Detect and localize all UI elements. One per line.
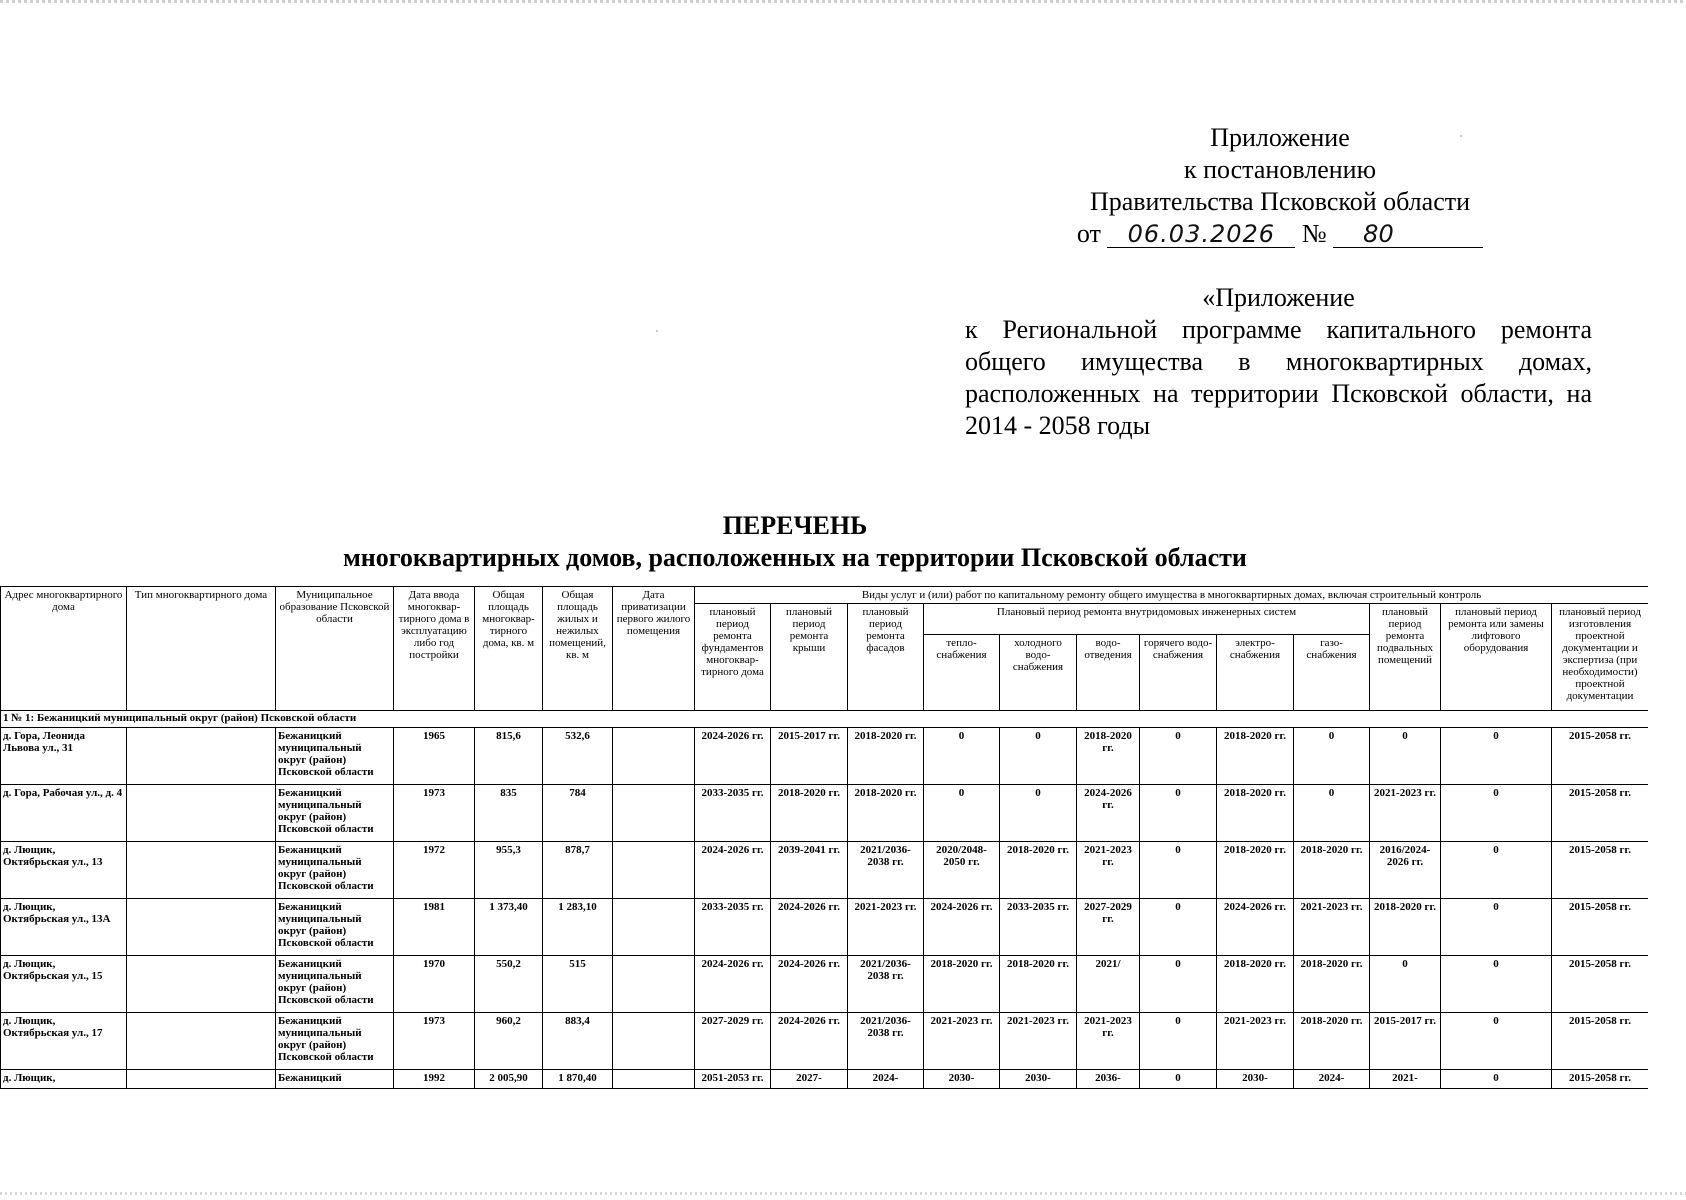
cell-docs: 2015-2058 гг.: [1552, 956, 1649, 1013]
th-total-area: Общая площадь многоквар-тирного дома, кв. м: [475, 587, 543, 711]
cell-facade: 2021/2036-2038 гг.: [848, 956, 924, 1013]
header-line-1: Приложение: [1210, 123, 1350, 152]
cell-foundation: 2024-2026 гг.: [695, 842, 771, 899]
cell-heat: 0: [924, 728, 1000, 785]
annex-title: «Приложение: [1202, 283, 1355, 312]
cell-facade: 2021-2023 гг.: [848, 899, 924, 956]
cell-year: 1973: [394, 785, 475, 842]
cell-foundation: 2033-2035 гг.: [695, 899, 771, 956]
table-row: [1, 842, 1649, 899]
table-row: [1, 785, 1649, 842]
cell-cold: 0: [1000, 785, 1077, 842]
cell-foundation: 2051-2053 гг.: [695, 1070, 771, 1089]
scan-speck: [656, 330, 658, 332]
cell-total: 960,2: [475, 1013, 543, 1070]
cell-year: 1973: [394, 1013, 475, 1070]
cell-facade: 2021/2036-2038 гг.: [848, 1013, 924, 1070]
cell-elevator: 0: [1441, 728, 1552, 785]
th-gas: газо-снабжения: [1294, 635, 1370, 711]
cell-total: 550,2: [475, 956, 543, 1013]
cell-sewer: 2024-2026 гг.: [1077, 785, 1140, 842]
cell-year: 1965: [394, 728, 475, 785]
cell-year: 1970: [394, 956, 475, 1013]
cell-roof: 2039-2041 гг.: [771, 842, 848, 899]
cell-total: 2 005,90: [475, 1070, 543, 1089]
cell-heat: 2020/2048-2050 гг.: [924, 842, 1000, 899]
th-basement: плановый период ремонта подвальных помещений: [1370, 604, 1441, 711]
th-foundation: плановый период ремонта фундаментов многоквар-тирного дома: [695, 604, 771, 711]
document-title: [180, 510, 1410, 574]
cell-basement: 2015-2017 гг.: [1370, 1013, 1441, 1070]
cell-heat: 0: [924, 785, 1000, 842]
cell-foundation: 2027-2029 гг.: [695, 1013, 771, 1070]
th-works-group: Виды услуг и (или) работ по капитальному ремонту общего имущества в многоквартирных домах, включая строительный контроль: [695, 587, 1649, 604]
cell-municipality: Бежаницкий муниципальный округ (район) Псковской области: [276, 728, 394, 785]
cell-facade: 2018-2020 гг.: [848, 785, 924, 842]
cell-basement: 2016/2024-2026 гг.: [1370, 842, 1441, 899]
th-roof: плановый период ремонта крыши: [771, 604, 848, 711]
cell-cold: 2033-2035 гг.: [1000, 899, 1077, 956]
cell-total: 955,3: [475, 842, 543, 899]
cell-priv: [613, 1070, 695, 1089]
cell-electric: 2024-2026 гг.: [1217, 899, 1294, 956]
cell-address: д. Лющик, Октябрьская ул., 13А: [1, 899, 127, 956]
cell-electric: 2018-2020 гг.: [1217, 728, 1294, 785]
document-title-line-2: многоквартирных домов, расположенных на территории Псковской области: [343, 543, 1247, 572]
cell-roof: 2024-2026 гг.: [771, 899, 848, 956]
cell-foundation: 2024-2026 гг.: [695, 728, 771, 785]
handwritten-number: 80: [1333, 221, 1483, 248]
cell-hot: 0: [1140, 956, 1217, 1013]
cell-hot: 0: [1140, 1013, 1217, 1070]
cell-municipality: Бежаницкий: [276, 1070, 394, 1089]
th-elevator: плановый период ремонта или замены лифтового оборудования: [1441, 604, 1552, 711]
cell-docs: 2015-2058 гг.: [1552, 785, 1649, 842]
houses-table: [0, 586, 1648, 1089]
cell-basement: 2018-2020 гг.: [1370, 899, 1441, 956]
cell-address: д. Лющик, Октябрьская ул., 13: [1, 842, 127, 899]
cell-hot: 0: [1140, 1070, 1217, 1089]
cell-type: [127, 842, 276, 899]
table-row: [1, 1070, 1649, 1089]
cell-priv: [613, 1013, 695, 1070]
cell-facade: 2018-2020 гг.: [848, 728, 924, 785]
table-row: [1, 956, 1649, 1013]
th-electric: электро-снабжения: [1217, 635, 1294, 711]
cell-address: д. Гора, Рабочая ул., д. 4: [1, 785, 127, 842]
cell-sewer: 2021/: [1077, 956, 1140, 1013]
th-sewerage: водо-отведения: [1077, 635, 1140, 711]
cell-type: [127, 1070, 276, 1089]
cell-roof: 2024-2026 гг.: [771, 956, 848, 1013]
header-date-line: [1050, 218, 1510, 250]
th-systems-group: Плановый период ремонта внутридомовых инженерных систем: [924, 604, 1370, 635]
cell-facade: 2021/2036-2038 гг.: [848, 842, 924, 899]
cell-heat: 2021-2023 гг.: [924, 1013, 1000, 1070]
th-living-area: Общая площадь жилых и нежилых помещений, кв. м: [543, 587, 613, 711]
cell-electric: 2030-: [1217, 1070, 1294, 1089]
resolution-header: [1050, 122, 1510, 250]
table-row: [1, 728, 1649, 785]
cell-roof: 2024-2026 гг.: [771, 1013, 848, 1070]
cell-electric: 2018-2020 гг.: [1217, 842, 1294, 899]
cell-gas: 0: [1294, 728, 1370, 785]
cell-municipality: Бежаницкий муниципальный округ (район) Псковской области: [276, 956, 394, 1013]
cell-basement: 0: [1370, 956, 1441, 1013]
cell-total: 815,6: [475, 728, 543, 785]
cell-living: 532,6: [543, 728, 613, 785]
cell-roof: 2015-2017 гг.: [771, 728, 848, 785]
cell-type: [127, 1013, 276, 1070]
cell-docs: 2015-2058 гг.: [1552, 842, 1649, 899]
cell-year: 1992: [394, 1070, 475, 1089]
houses-table-wrapper: [0, 586, 1648, 1112]
cell-type: [127, 728, 276, 785]
cell-heat: 2024-2026 гг.: [924, 899, 1000, 956]
cell-roof: 2018-2020 гг.: [771, 785, 848, 842]
cell-priv: [613, 728, 695, 785]
cell-elevator: 0: [1441, 842, 1552, 899]
th-commission-date: Дата ввода многоквар-тирного дома в эксплуатацию либо год постройки: [394, 587, 475, 711]
cell-address: д. Лющик, Октябрьская ул., 15: [1, 956, 127, 1013]
cell-roof: 2027-: [771, 1070, 848, 1089]
cell-electric: 2021-2023 гг.: [1217, 1013, 1294, 1070]
header-line-2: к постановлению: [1183, 155, 1377, 184]
cell-foundation: 2033-2035 гг.: [695, 785, 771, 842]
annex-body: к Региональной программе капитального ремонта общего имущества в многоквартирных домах, расположенных на территории Псковской области, на 2014 - 2058 годы: [965, 315, 1592, 440]
cell-gas: 2018-2020 гг.: [1294, 842, 1370, 899]
th-municipality: Муниципальное образование Псковской области: [276, 587, 394, 711]
th-hot-water: горячего водо-снабжения: [1140, 635, 1217, 711]
cell-cold: 0: [1000, 728, 1077, 785]
header-line-3: Правительства Псковской области: [1089, 187, 1471, 216]
cell-priv: [613, 956, 695, 1013]
cell-type: [127, 785, 276, 842]
cell-sewer: 2021-2023 гг.: [1077, 842, 1140, 899]
table-row: [1, 1013, 1649, 1070]
cell-municipality: Бежаницкий муниципальный округ (район) Псковской области: [276, 785, 394, 842]
cell-total: 1 373,40: [475, 899, 543, 956]
cell-elevator: 0: [1441, 899, 1552, 956]
scan-edge-bottom: [0, 1192, 1686, 1195]
cell-docs: 2015-2058 гг.: [1552, 1013, 1649, 1070]
th-design-docs: плановый период изготовления проектной документации и экспертиза (при необходимости) проектной документации: [1552, 604, 1649, 711]
cell-year: 1972: [394, 842, 475, 899]
cell-heat: 2018-2020 гг.: [924, 956, 1000, 1013]
cell-address: д. Лющик,: [1, 1070, 127, 1089]
cell-cold: 2018-2020 гг.: [1000, 842, 1077, 899]
cell-hot: 0: [1140, 728, 1217, 785]
cell-gas: 0: [1294, 785, 1370, 842]
annex-header: [965, 282, 1592, 442]
cell-cold: 2021-2023 гг.: [1000, 1013, 1077, 1070]
section-row: [1, 711, 1649, 728]
document-title-line-1: ПЕРЕЧЕНЬ: [722, 511, 868, 540]
cell-docs: 2015-2058 гг.: [1552, 728, 1649, 785]
cell-living: 883,4: [543, 1013, 613, 1070]
th-facade: плановый период ремонта фасадов: [848, 604, 924, 711]
cell-cold: 2030-: [1000, 1070, 1077, 1089]
cell-gas: 2018-2020 гг.: [1294, 1013, 1370, 1070]
cell-gas: 2021-2023 гг.: [1294, 899, 1370, 956]
cell-basement: 2021-2023 гг.: [1370, 785, 1441, 842]
cell-gas: 2024-: [1294, 1070, 1370, 1089]
cell-facade: 2024-: [848, 1070, 924, 1089]
cell-basement: 2021-: [1370, 1070, 1441, 1089]
cell-type: [127, 956, 276, 1013]
cell-living: 878,7: [543, 842, 613, 899]
cell-address: д. Гора, Леонида Львова ул., 31: [1, 728, 127, 785]
cell-living: 784: [543, 785, 613, 842]
cell-elevator: 0: [1441, 1013, 1552, 1070]
cell-sewer: 2021-2023 гг.: [1077, 1013, 1140, 1070]
cell-living: 1 283,10: [543, 899, 613, 956]
cell-docs: 2015-2058 гг.: [1552, 1070, 1649, 1089]
cell-hot: 0: [1140, 785, 1217, 842]
cell-basement: 0: [1370, 728, 1441, 785]
th-type: Тип многоквартирного дома: [127, 587, 276, 711]
from-label: от: [1076, 219, 1101, 248]
cell-municipality: Бежаницкий муниципальный округ (район) Псковской области: [276, 899, 394, 956]
cell-municipality: Бежаницкий муниципальный округ (район) Псковской области: [276, 842, 394, 899]
th-privatization-date: Дата приватизации первого жилого помещения: [613, 587, 695, 711]
cell-type: [127, 899, 276, 956]
th-cold-water: холодного водо-снабжения: [1000, 635, 1077, 711]
cell-foundation: 2024-2026 гг.: [695, 956, 771, 1013]
number-label: №: [1301, 219, 1327, 248]
cell-sewer: 2036-: [1077, 1070, 1140, 1089]
cell-heat: 2030-: [924, 1070, 1000, 1089]
cell-elevator: 0: [1441, 1070, 1552, 1089]
cell-address: д. Лющик, Октябрьская ул., 17: [1, 1013, 127, 1070]
section-label: 1 № 1: Бежаницкий муниципальный округ (район) Псковской области: [1, 711, 1649, 728]
cell-elevator: 0: [1441, 956, 1552, 1013]
cell-living: 1 870,40: [543, 1070, 613, 1089]
handwritten-date: 06.03.2026: [1107, 221, 1295, 248]
cell-total: 835: [475, 785, 543, 842]
cell-elevator: 0: [1441, 785, 1552, 842]
cell-municipality: Бежаницкий муниципальный округ (район) Псковской области: [276, 1013, 394, 1070]
cell-priv: [613, 899, 695, 956]
cell-hot: 0: [1140, 899, 1217, 956]
th-heat: тепло-снабжения: [924, 635, 1000, 711]
cell-hot: 0: [1140, 842, 1217, 899]
cell-docs: 2015-2058 гг.: [1552, 899, 1649, 956]
cell-living: 515: [543, 956, 613, 1013]
cell-year: 1981: [394, 899, 475, 956]
cell-cold: 2018-2020 гг.: [1000, 956, 1077, 1013]
table-row: [1, 899, 1649, 956]
cell-priv: [613, 842, 695, 899]
cell-electric: 2018-2020 гг.: [1217, 956, 1294, 1013]
cell-sewer: 2027-2029 гг.: [1077, 899, 1140, 956]
cell-sewer: 2018-2020 гг.: [1077, 728, 1140, 785]
cell-priv: [613, 785, 695, 842]
cell-electric: 2018-2020 гг.: [1217, 785, 1294, 842]
scan-edge-top: [0, 0, 1686, 3]
cell-gas: 2018-2020 гг.: [1294, 956, 1370, 1013]
th-address: Адрес многоквартирного дома: [1, 587, 127, 711]
